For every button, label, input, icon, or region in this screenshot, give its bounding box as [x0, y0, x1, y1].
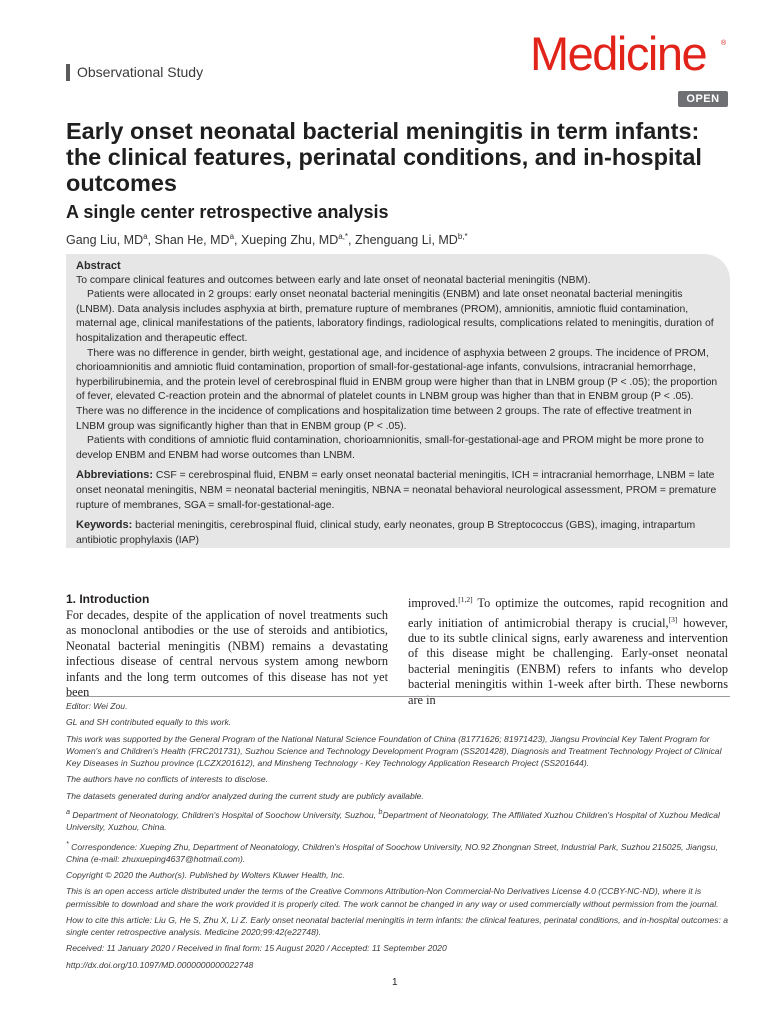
footnote-equal-contribution: GL and SH contributed equally to this work.	[66, 717, 232, 728]
body-paragraph: For decades, despite of the application of novel treatments such as monoclonal antibodies or the use of steroids and antibiotics, Neonatal bacterial meningitis (NBM) remains a devastating infectious disease of central nervous system among newborn infants and the long term outcomes of this disease has not yet been	[66, 608, 388, 700]
article-type-label: Observational Study	[66, 64, 203, 81]
open-access-badge: OPEN	[678, 91, 728, 107]
citation-ref[interactable]: [3]	[668, 614, 678, 624]
registered-mark: ®	[721, 40, 727, 47]
footnote-conflicts: The authors have no conflicts of interests to disclose.	[66, 774, 269, 785]
body-column-right	[408, 592, 728, 708]
abstract-content	[76, 259, 722, 548]
section-heading-introduction: 1. Introduction	[66, 592, 150, 606]
page-number: 1	[392, 977, 398, 988]
body-text: To optimize the outcomes, rapid recognition and early initiation of antimicrobial therapy is crucial,	[408, 596, 728, 630]
body-text: improved.	[408, 596, 459, 611]
keywords	[76, 518, 722, 548]
author-affiliation: a	[143, 232, 148, 241]
author-separator: ,	[234, 233, 241, 248]
author-name: Shan He, MD	[154, 233, 230, 248]
abbreviations	[76, 468, 722, 513]
body-column-left	[66, 608, 388, 700]
footnote-correspondence	[66, 838, 730, 865]
body-paragraph	[408, 592, 728, 708]
abstract-results: There was no difference in gender, birth weight, gestational age, and incidence of asphyxia between 2 groups. The incidence of PROM, chorioamnionitis and amniotic fluid contamination, proportion of small-for-gestational-age infants, convulsions, intracranial hemorrhage, hyperbilirubinemia, and the protein level of cerebrospinal fluid in ENBM group were higher than that in LNBM group (P < .05); the proportion of fever, elevated C-reaction protein and the abnormal of platelet counts in LNBM group was higher than that in ENBM group (P < .05). There was no difference in the incidence of complications and hospitalization time between 2 groups. The rate of effective treatment in LNBM group was significantly higher than that in ENBM group (P < .05).	[76, 347, 718, 432]
author-name: Xueping Zhu, MD	[240, 233, 339, 248]
footnotes	[66, 700, 730, 975]
footnote-citation: How to cite this article: Liu G, He S, Zhu X, Li Z. Early onset neonatal bacterial meningitis in term infants: the clinical features, perinatal conditions, and in-hospital outcomes: a single center retrospective analysis. Medicine 2020;99:42(e22748).	[66, 914, 729, 938]
author-affiliation: a,*	[338, 232, 349, 241]
footnote-dates: Received: 11 January 2020 / Received in final form: 15 August 2020 / Accepted: 11 September 2020	[66, 943, 447, 954]
author-affiliation: a	[229, 232, 235, 241]
author-list	[66, 228, 468, 249]
abstract-objective: To compare clinical features and outcomes between early and late onset of neonatal bacterial meningitis (NBM).	[76, 274, 591, 286]
footnote-divider	[66, 696, 730, 697]
footnote-editor: Editor: Wei Zou.	[66, 701, 128, 711]
abbreviations-text: CSF = cerebrospinal fluid, ENBM = early onset neonatal bacterial meningitis, ICH = intracranial hemorrhage, LNBM = late onset neonatal meningitis, NBM = neonatal bacterial meningitis, NBNA = neonatal behavioral neurological assessment, PROM = premature rupture of membranes, SGA = small-for-gestational-age.	[76, 470, 717, 511]
affiliation-text: Department of Neonatology, The Affiliated Xuzhou Children's Hospital of Xuzhou Medical University, Xuzhou, China.	[66, 809, 720, 833]
keywords-label: Keywords:	[76, 519, 133, 532]
author-separator: ,	[147, 233, 155, 248]
body-text: however, due to its subtle clinical signs, early awareness and intervention of this disease might be challenging. Early-onset neonatal bacterial meningitis (ENBM) refers to infants who develop bacterial meningitis within 1-week after birth. These newborns are in	[408, 615, 728, 707]
affiliation-mark: a	[66, 808, 70, 817]
correspondence-mark: *	[66, 839, 69, 848]
doi-link[interactable]: http://dx.doi.org/10.1097/MD.0000000000022748	[66, 959, 254, 970]
article-subtitle: A single center retrospective analysis	[66, 202, 389, 222]
footnote-funding: This work was supported by the General Program of the National Natural Science Foundation of China (81771626; 81971423), Jiangsu Provincial Key Talent Program for Women's and Children's Health (FRC201731), Suzhou Science and Technology Development Program (SS201428), Diagnosis and Treatment Technology Project of Clinical Key Diseases in Suzhou province (LCZX201612), and Minsheng Technology - Key Technology Application Research Project (SS201644).	[66, 733, 722, 769]
article-title: Early onset neonatal bacterial meningitis in term infants: the clinical features, perinatal conditions, and in-hospital outcomes	[66, 118, 702, 196]
author-name: Gang Liu, MD	[66, 233, 144, 248]
footnote-affiliations	[66, 806, 730, 833]
keywords-text: bacterial meningitis, cerebrospinal fluid, clinical study, early neonates, group B Streptococcus (GBS), imaging, intrapartum antibiotic prophylaxis (IAP)	[76, 520, 696, 546]
footnote-data-availability: The datasets generated during and/or analyzed during the current study are publicly available.	[66, 790, 424, 801]
correspondence-text: Correspondence: Xueping Zhu, Department of Neonatology, Children's Hospital of Soochow University, NO.92 Zhongnan Street, Industrial Park, Suzhou 215025, Jiangsu, China (e-mail: zhuxueping4637@hotmail.com).	[66, 841, 718, 864]
citation-ref[interactable]: [1,2]	[458, 595, 473, 604]
abstract-methods: Patients were allocated in 2 groups: early onset neonatal bacterial meningitis (ENBM) and late onset neonatal bacterial meningitis (LNBM). Data analysis includes asphyxia at birth, premature rupture of membranes (PROM), amnionitis, amniotic fluid contamination, maternal age, clinical manifestations of the patients, laboratory findings, radiological results, complications related to meningitis, duration of hospitalization and therapeutic effect.	[76, 289, 714, 344]
author-name: Zhenguang Li, MD	[355, 233, 458, 248]
affiliation-text: Department of Neonatology, Children's Hospital of Soochow University, Suzhou,	[69, 809, 379, 820]
journal-logo: Medicine	[530, 27, 707, 80]
author-affiliation: b,*	[457, 232, 468, 241]
abstract-conclusion: Patients with conditions of amniotic fluid contamination, chorioamnionitis, small-for-gestational-age and PROM might be more prone to develop ENBM and ENBM had worse outcomes than LNBM.	[76, 435, 704, 461]
footnote-copyright: Copyright © 2020 the Author(s). Published by Wolters Kluwer Health, Inc.	[66, 869, 345, 880]
author-separator: ,	[348, 233, 355, 248]
footnote-license: This is an open access article distributed under the terms of the Creative Commons Attribution-Non Commercial-No Derivatives License 4.0 (CCBY-NC-ND), where it is permissible to download and share the work provided it is properly cited. The work cannot be changed in any way or used commercially without permission from the journal.	[66, 886, 719, 909]
abbreviations-label: Abbreviations:	[76, 469, 154, 482]
affiliation-mark: b	[378, 808, 383, 817]
abstract-heading: Abstract	[76, 260, 121, 272]
